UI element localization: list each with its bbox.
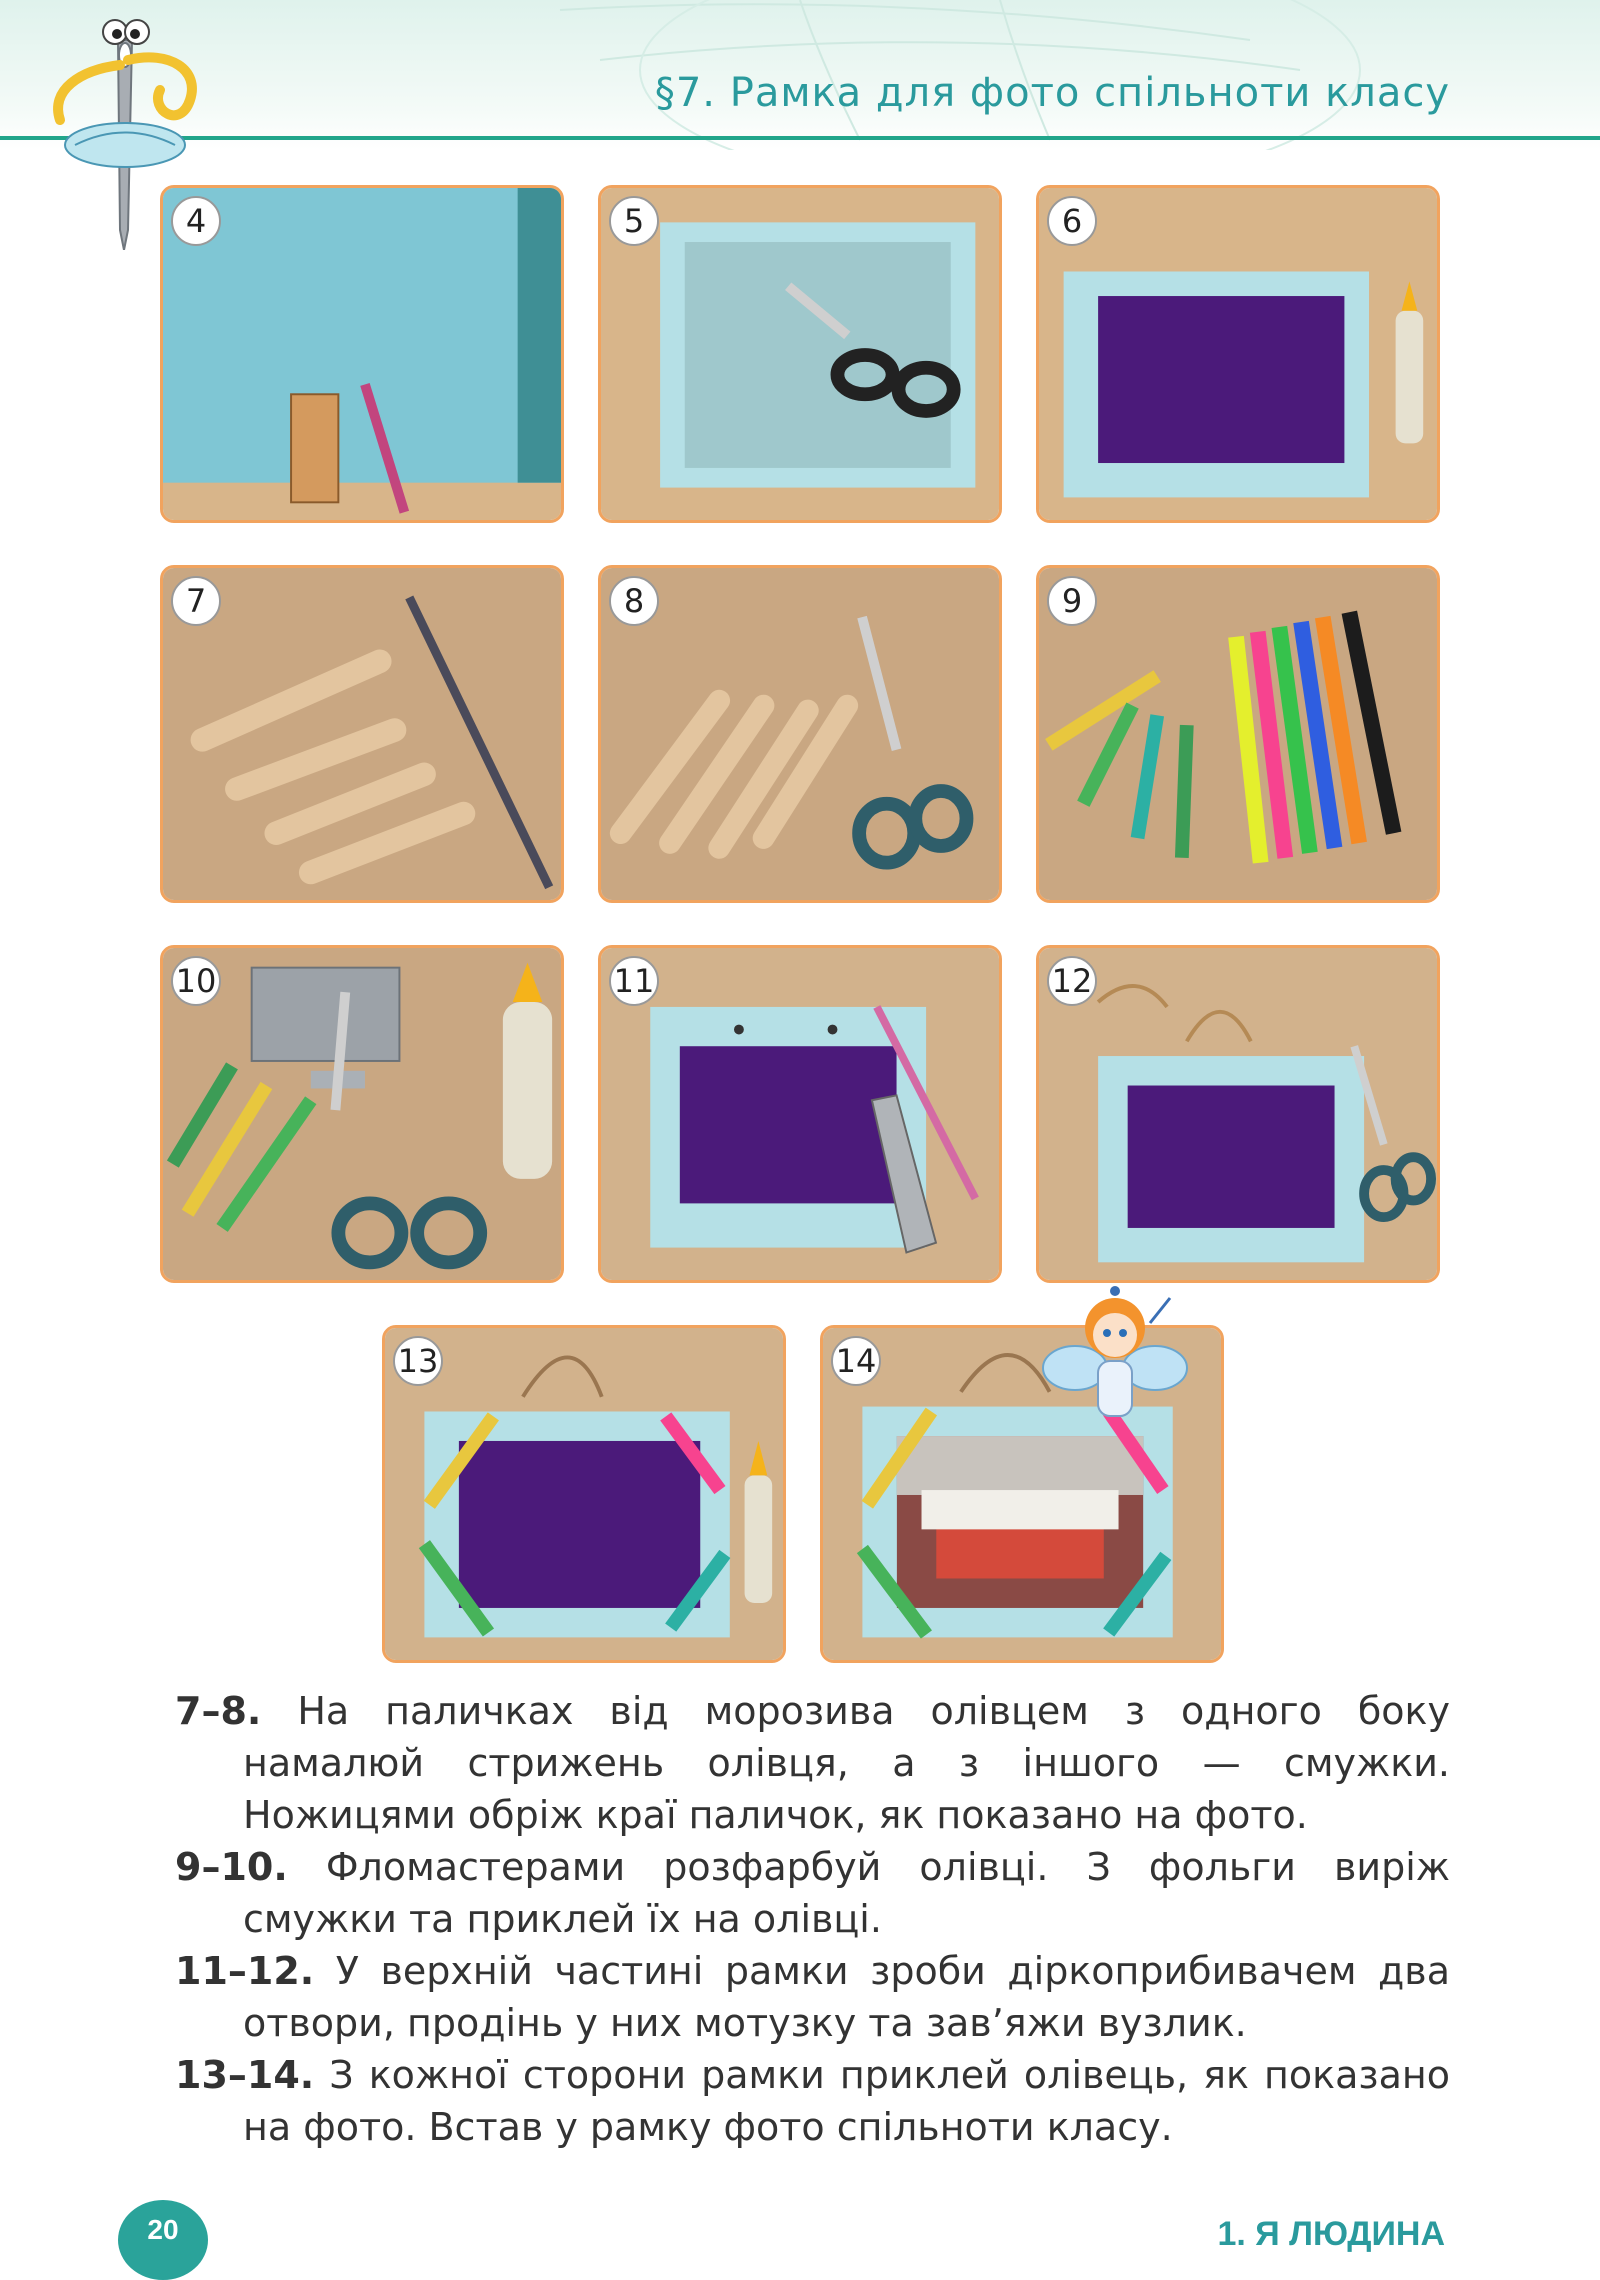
photo-step-7 — [160, 565, 564, 903]
hole-punch-icon — [601, 948, 999, 1280]
foil-scissors-glue-icon — [163, 948, 561, 1280]
frame-icon — [1039, 188, 1437, 520]
step-number-badge: 6 — [1047, 196, 1097, 246]
step-number-badge: 9 — [1047, 576, 1097, 626]
step-number-badge: 11 — [609, 956, 659, 1006]
instruction-step — [175, 1685, 1450, 1841]
photo-step-9 — [1036, 565, 1440, 903]
step-number-badge: 13 — [393, 1336, 443, 1386]
section-label: 1. Я ЛЮДИНА — [1217, 2215, 1445, 2253]
photo-step-13 — [382, 1325, 786, 1663]
photo-step-11 — [598, 945, 1002, 1283]
step-range-label: 13–14. — [175, 2053, 315, 2097]
scissors-icon — [601, 188, 999, 520]
step-number-badge: 10 — [171, 956, 221, 1006]
frame-string-icon — [1039, 948, 1437, 1280]
paper-ruler-pencil-icon — [163, 188, 561, 520]
photo-step-10 — [160, 945, 564, 1283]
step-range-label: 7–8. — [175, 1689, 262, 1733]
step-range-label: 11–12. — [175, 1949, 315, 1993]
step-number-badge: 5 — [609, 196, 659, 246]
step-number-badge: 8 — [609, 576, 659, 626]
step-text: У верхній частині рамки зроби діркоприбивачем два отвори, продінь у них мотузку та зав’яжи вузлик. — [243, 1949, 1450, 2045]
step-number-badge: 7 — [171, 576, 221, 626]
instructions — [175, 1685, 1450, 2153]
photo-step-6 — [1036, 185, 1440, 523]
fairy-girl-icon — [1040, 1283, 1190, 1451]
frame-pencils-icon — [385, 1328, 783, 1660]
header-rule — [0, 136, 1600, 140]
sticks-scissors-icon — [601, 568, 999, 900]
photo-step-4 — [160, 185, 564, 523]
step-number-badge: 14 — [831, 1336, 881, 1386]
sticks-pencil-icon — [163, 568, 561, 900]
step-number-badge: 12 — [1047, 956, 1097, 1006]
instruction-step — [175, 1841, 1450, 1945]
chapter-title: §7. Рамка для фото спільноти класу — [654, 70, 1450, 116]
step-text: З кожної сторони рамки приклей олівець, як показано на фото. Встав у рамку фото спільноти класу. — [243, 2053, 1450, 2149]
step-text: На паличках від морозива олівцем з одного боку намалюй стрижень олівця, а з іншого — смужки. Ножицями обріж краї паличок, як показано на фото. — [243, 1689, 1450, 1837]
instruction-step — [175, 1945, 1450, 2049]
markers-icon — [1039, 568, 1437, 900]
photo-step-8 — [598, 565, 1002, 903]
instruction-step — [175, 2049, 1450, 2153]
photo-step-12 — [1036, 945, 1440, 1283]
step-number-badge: 4 — [171, 196, 221, 246]
photo-step-5 — [598, 185, 1002, 523]
page-number: 20 — [118, 2200, 208, 2280]
step-range-label: 9–10. — [175, 1845, 288, 1889]
step-text: Фломастерами розфарбуй олівці. З фольги виріж смужки та приклей їх на олівці. — [243, 1845, 1450, 1941]
